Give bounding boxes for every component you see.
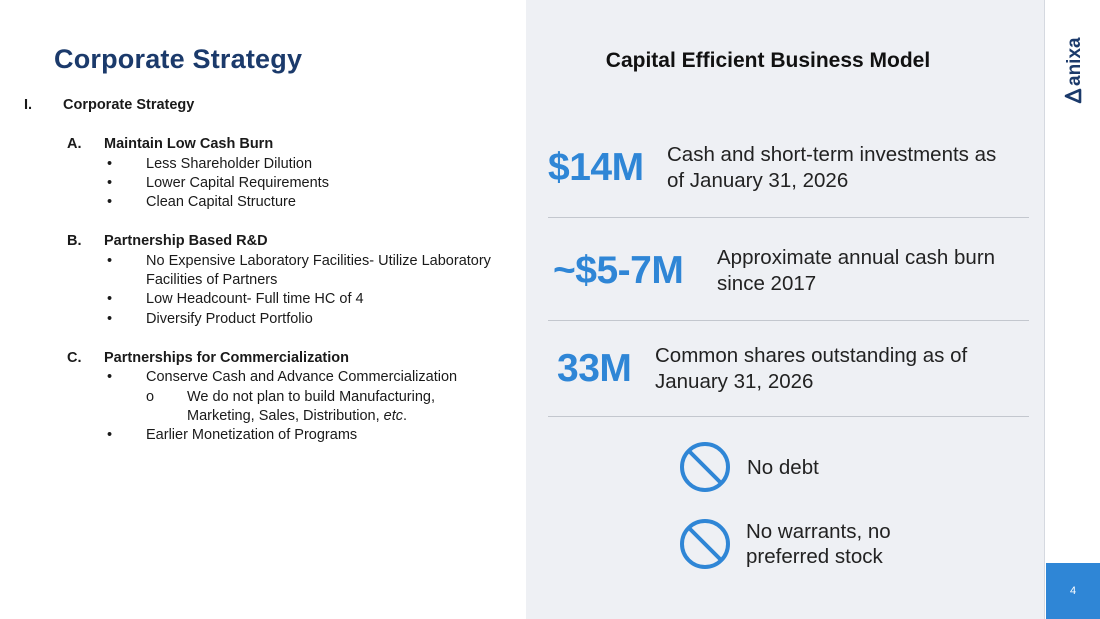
bullet-marker: • [107,174,113,191]
no-item-text: No debt [747,455,819,479]
sub-list-item [146,388,504,427]
subsection-c [24,349,504,445]
no-item-text: No warrants, no preferred stock [746,520,891,568]
bullet-text: Lower Capital Requirements [146,174,329,191]
bullet-list [67,155,504,213]
subsection-title: Partnership Based R&D [104,233,268,250]
stat-description: Common shares outstanding as of January 31, 2026 [655,344,968,393]
subsection-number: C. [67,349,82,366]
sub-bullet-text-em: etc [383,407,403,424]
list-item [107,310,504,329]
section-title: Corporate Strategy [63,97,195,113]
bullet-marker: • [107,427,113,444]
prohibited-icon [679,441,731,493]
bullet-marker: • [107,369,113,386]
subsection-a-heading [67,135,504,154]
stat-value: $14M [548,146,644,189]
bullet-marker: • [107,194,113,211]
right-panel-title: Capital Efficient Business Model [605,49,931,72]
sub-bullet-text [187,388,504,427]
divider [548,217,1029,218]
bullet-text: Earlier Monetization of Programs [146,427,358,444]
subsection-title: Maintain Low Cash Burn [104,136,274,153]
subsection-a [24,135,504,212]
list-item [107,368,504,387]
no-debt-item [679,441,819,493]
subsection-c-heading [67,349,504,368]
bullet-list [67,368,504,445]
subsection-number: A. [67,136,82,153]
bullet-marker: • [107,291,113,308]
bullet-text: Clean Capital Structure [146,194,296,211]
sub-bullet-text-main: We do not plan to build Manufacturing, Marketing, Sales, Distribution, [187,388,436,424]
sub-bullet-container [146,388,504,427]
sub-bullet-list [146,388,504,427]
stat-shares [557,343,1015,395]
stat-description: Approximate annual cash burn since 2017 [717,246,996,295]
stat-value: 33M [557,347,632,390]
divider [548,416,1029,417]
bullet-text: Diversify Product Portfolio [146,310,313,327]
bullet-text: Low Headcount- Full time HC of 4 [146,291,364,308]
svg-text:anixa: anixa [1064,37,1085,86]
list-item [107,252,504,291]
stat-cash [548,142,1007,194]
page-title: Corporate Strategy [54,44,303,74]
strategy-outline [24,96,504,445]
subsection-title: Partnerships for Commercialization [104,349,349,366]
stat-burn [553,245,997,297]
divider [548,320,1029,321]
bullet-marker: • [107,310,113,327]
stat-description: Cash and short-term investments as of January 31, 2026 [667,143,997,192]
anixa-logo [1060,22,1086,104]
subsection-b [24,232,504,328]
list-item [107,290,504,309]
bullet-spacer [107,388,146,427]
no-warrants-item [679,518,926,570]
section-number: I. [24,97,33,113]
sub-bullet-text-end: . [402,407,408,424]
subsection-b-heading [67,232,504,251]
list-item [107,426,504,445]
subsection-number: B. [67,233,82,250]
list-item [107,388,504,427]
section-heading [24,96,504,115]
bullet-marker: • [107,252,113,269]
list-item [107,155,504,174]
sub-bullet-marker: o [146,388,155,405]
bullet-text: Less Shareholder Dilution [146,155,313,172]
bullet-marker: • [107,155,113,172]
list-item [107,174,504,193]
bullet-list [67,252,504,329]
bullet-text: No Expensive Laboratory Facilities- Utilize Laboratory Facilities of Partners [146,252,491,289]
bullet-text: Conserve Cash and Advance Commercialization [146,369,458,386]
list-item [107,193,504,212]
page-number: 4 [1046,563,1100,619]
prohibited-icon [679,518,731,570]
stat-value: ~$5-7M [553,249,684,292]
